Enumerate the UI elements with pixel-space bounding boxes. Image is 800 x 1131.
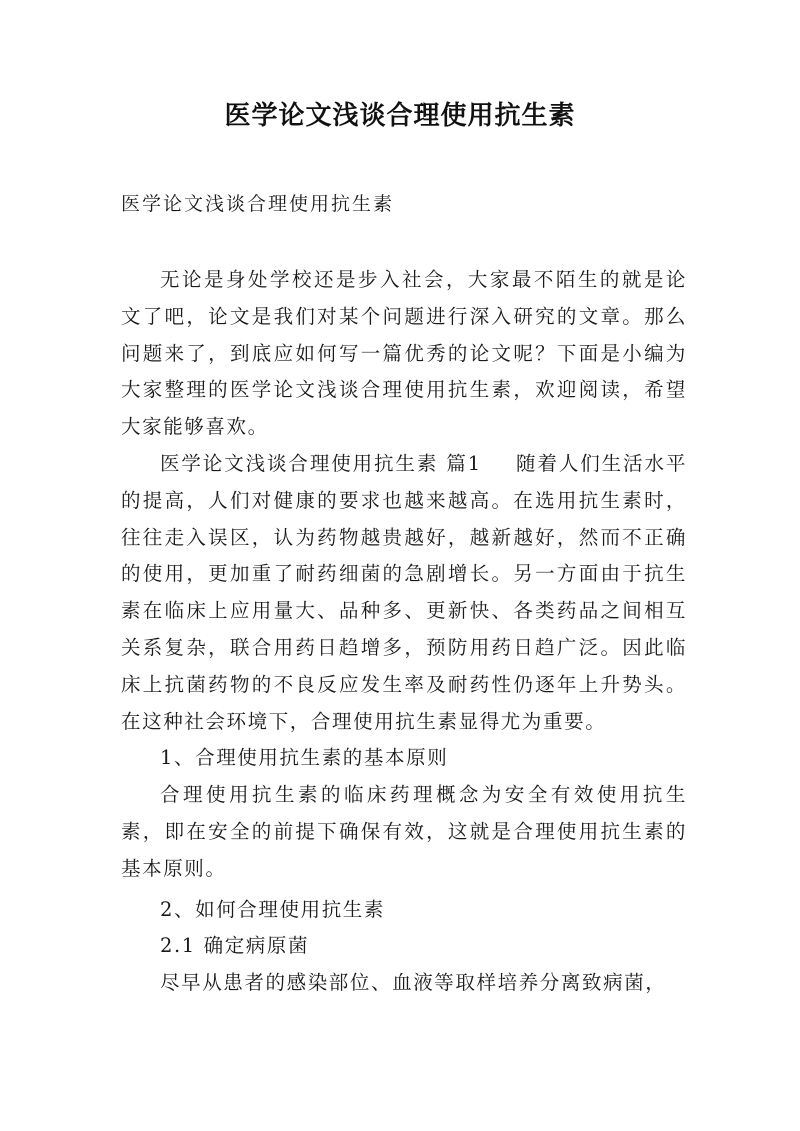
article1-lead: 医学论文浅谈合理使用抗生素 篇1 (160, 451, 482, 475)
section-2-1-body: 尽早从患者的感染部位、血液等取样培养分离致病菌， (160, 971, 667, 995)
article1-body: 随着人们生活水平的提高，人们对健康的要求也越来越高。在选用抗生素时，往往走入误区，认为药物越贵越好，越新越好，然而不正确的使用，更加重了耐药细菌的急剧增长。另一方面由于抗生素在临床上应用量大、品种多、更新快、各类药品之间相互关系复杂，联合用药日趋增多，预防用药日趋广泛。因此临床上抗菌药物的不良反应发生率及耐药性仍逐年上升势头。在这种社会环境下，合理使用抗生素显得尤为重要。 (121, 451, 687, 733)
document-subtitle: 医学论文浅谈合理使用抗生素 (121, 193, 395, 215)
section-2-1-heading: 2.1 确定病原菌 (160, 934, 310, 958)
section-1-heading: 1、合理使用抗生素的基本原则 (160, 746, 449, 770)
paragraph-intro: 无论是身处学校还是步入社会，大家最不陌生的就是论文了吧，论文是我们对某个问题进行深入研究的文章。那么问题来了，到底应如何写一篇优秀的论文呢？下面是小编为大家整理的医学论文浅谈合理使用抗生素，欢迎阅读，希望大家能够喜欢。 (121, 268, 687, 439)
section-2-heading: 2、如何合理使用抗生素 (160, 897, 386, 921)
document-title: 医学论文浅谈合理使用抗生素 (224, 101, 576, 131)
paragraph-article1 (121, 446, 687, 740)
section-1-body: 合理使用抗生素的临床药理概念为安全有效使用抗生素，即在安全的前提下确保有效，这就是合理使用抗生素的基本原则。 (121, 783, 687, 880)
document-body (121, 262, 687, 1002)
